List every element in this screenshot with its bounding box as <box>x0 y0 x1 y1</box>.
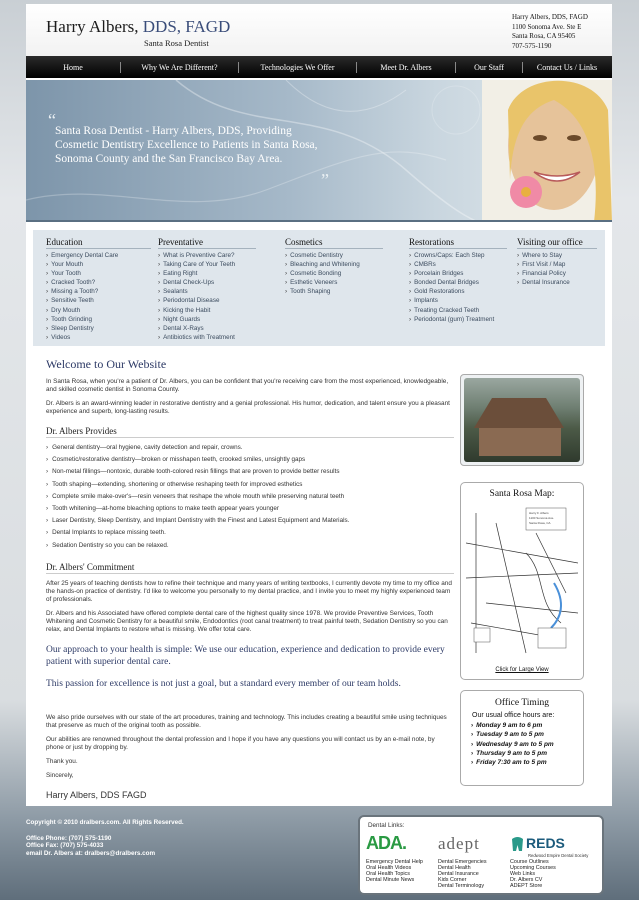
page-container <box>26 4 612 806</box>
hours-intro: Our usual office hours are: <box>472 712 555 719</box>
category-title: Education <box>46 237 151 249</box>
category-title: Preventative <box>158 237 256 249</box>
address-line: Santa Rosa, CA 95405 <box>512 32 576 40</box>
category-visiting-office <box>517 237 597 287</box>
category-link[interactable]: › Missing a Tooth? <box>46 287 151 296</box>
footer-info <box>26 819 266 857</box>
category-link[interactable]: › Periodontal (gum) Treatment <box>409 315 507 324</box>
category-restorations <box>409 237 507 324</box>
hours-title: Office Timing <box>495 698 549 708</box>
address-phone: 707-575-1190 <box>512 41 552 50</box>
office-building-image <box>464 378 580 462</box>
category-link[interactable]: › CMBRs <box>409 260 507 269</box>
category-link[interactable]: › Crowns/Caps: Each Step <box>409 251 507 260</box>
category-education <box>46 237 151 342</box>
category-link[interactable]: › Dental Insurance <box>517 278 597 287</box>
commitment-heading: Dr. Albers' Commitment <box>46 562 454 574</box>
category-link[interactable]: › Taking Care of Your Teeth <box>158 260 256 269</box>
list-item: › Cosmetic/restorative dentistry—broken or misshapen teeth, crooked smiles, unsightly gaps <box>46 454 454 466</box>
hours-item: › Thursday 9 am to 5 pm <box>471 749 583 758</box>
category-link[interactable]: › Dental X-Rays <box>158 324 256 333</box>
category-link[interactable]: › Bleaching and Whitening <box>285 260 383 269</box>
office-phone: Office Phone: (707) 575-1190 <box>26 834 112 842</box>
hero-banner <box>26 80 612 222</box>
category-link[interactable]: › Antibiotics with Treatment <box>158 333 256 342</box>
passion-lead: This passion for excellence is not just a goal, but a standard every member of our team holds. <box>46 678 401 689</box>
category-link[interactable]: › Kicking the Habit <box>158 306 256 315</box>
smiling-woman-photo <box>482 80 612 222</box>
nav-our-staff[interactable]: Our Staff <box>474 62 504 72</box>
category-link[interactable]: › Sensitive Teeth <box>46 296 151 305</box>
svg-text:1100 Sonoma Ave.: 1100 Sonoma Ave. <box>529 516 555 520</box>
reds-link[interactable]: Web Links <box>510 871 536 877</box>
list-item: › Sedation Dentistry so you can be relaxed. <box>46 540 454 552</box>
ada-link[interactable]: Oral Health Topics <box>366 871 410 877</box>
adept-link[interactable]: Dental Health <box>438 865 471 871</box>
dental-links-label: Dental Links: <box>368 822 405 829</box>
category-link[interactable]: › Cosmetic Bonding <box>285 269 383 278</box>
list-item: › Laser Dentistry, Sleep Dentistry, and Implant Dentistry with the Finest and Latest Equipment and Materials. <box>46 515 454 527</box>
hours-item: › Wednesday 9 am to 5 pm <box>471 740 583 749</box>
adept-link[interactable]: Dental Terminology <box>438 883 485 889</box>
email-link[interactable]: email Dr. Albers at: dralbers@dralbers.com <box>26 849 156 857</box>
list-item: › Tooth whitening—at-home bleaching options to make teeth appear years younger <box>46 503 454 515</box>
nav-home[interactable]: Home <box>63 62 83 72</box>
commitment-paragraph: After 25 years of teaching dentists how to refine their technique and many years of writing textbooks, I currently devote my time to my office and the hands-on practice of dentistry. I'd like to welcome you personally to my dental practice, and I invite you to meet my highly experienced team of professionals. <box>46 579 452 603</box>
address-line: Harry Albers, DDS, FAGD <box>512 13 588 21</box>
main-content <box>46 354 454 800</box>
category-cosmetics <box>285 237 383 296</box>
reds-link[interactable]: Dr. Albers CV <box>510 877 543 883</box>
list-item: › Tooth shaping—extending, shortening or otherwise reshaping teeth for improved esthetics <box>46 479 454 491</box>
category-title: Cosmetics <box>285 237 383 249</box>
page-title: Welcome to Our Website <box>46 357 167 371</box>
reds-link[interactable]: Upcoming Courses <box>510 865 556 871</box>
copyright-text: Copyright © 2010 dralbers.com. All Rights Reserved. <box>26 819 184 826</box>
close-quote-mark: ” <box>321 170 329 190</box>
map-title: Santa Rosa Map: <box>489 489 555 499</box>
main-nav <box>26 56 612 78</box>
category-link[interactable]: › Porcelain Bridges <box>409 269 507 278</box>
category-link[interactable]: › First Visit / Map <box>517 260 597 269</box>
adept-link[interactable]: Dental Emergencies <box>438 859 487 865</box>
category-link[interactable]: › What is Preventive Care? <box>158 251 256 260</box>
list-item: › Dental Implants to replace missing teeth. <box>46 527 454 539</box>
category-link[interactable]: › Periodontal Disease <box>158 296 256 305</box>
category-link[interactable]: › Where to Stay <box>517 251 597 260</box>
svg-text:Santa Rosa, CA: Santa Rosa, CA <box>529 521 551 525</box>
category-link[interactable]: › Implants <box>409 296 507 305</box>
reds-tooth-icon <box>510 836 525 852</box>
category-link[interactable]: › Gold Restorations <box>409 287 507 296</box>
address-line: 1100 Sonoma Ave. Ste E <box>512 22 582 31</box>
category-link[interactable]: › Bonded Dental Bridges <box>409 278 507 287</box>
office-hours-widget <box>460 690 584 786</box>
adept-link[interactable]: Dental Insurance <box>438 871 479 877</box>
list-item: › Complete smile make-over's—resin veneers that reshape the whole mouth while preserving natural teeth <box>46 491 454 503</box>
category-link[interactable]: › Cosmetic Dentistry <box>285 251 383 260</box>
category-link[interactable]: › Night Guards <box>158 315 256 324</box>
street-map-image[interactable] <box>466 503 578 663</box>
open-quote-mark: “ <box>48 110 56 130</box>
category-title: Visiting our office <box>517 237 597 249</box>
hours-list <box>471 721 583 767</box>
hero-bottom-border <box>26 220 612 222</box>
commitment-paragraph: Dr. Albers and his Associated have offered complete dental care of the highest quality since 1978. We provide Preventive Services, Tooth Whitening and Cosmetic Dentistry for a beautiful smile, Endodontics (root canal treatment) to treat painful teeth, Sedation Dentistry so you can relax, and Dental Implants to restore what is missing. We offer total care. <box>46 609 448 633</box>
list-item: › General dentistry—oral hygiene, cavity detection and repair, crowns. <box>46 442 454 454</box>
ada-link[interactable]: Oral Health Videos <box>366 865 412 871</box>
reds-logo[interactable]: REDS <box>526 835 565 851</box>
category-link[interactable]: › Sealants <box>158 287 256 296</box>
header-address <box>512 13 602 51</box>
hours-item: › Friday 7:30 am to 5 pm <box>471 758 583 767</box>
category-link[interactable]: › Tooth Grinding <box>46 315 151 324</box>
hours-item: › Monday 9 am to 6 pm <box>471 721 583 730</box>
category-link[interactable]: › Esthetic Veneers <box>285 278 383 287</box>
category-link[interactable]: › Emergency Dental Care <box>46 251 151 260</box>
category-link[interactable]: › Your Mouth <box>46 260 151 269</box>
site-logo[interactable] <box>46 17 230 37</box>
category-link[interactable]: › Treating Cracked Teeth <box>409 306 507 315</box>
sincerely-text: Sincerely, <box>46 771 74 779</box>
provides-list <box>46 442 454 552</box>
reds-links <box>510 859 556 889</box>
list-item: › Non-metal fillings—nontoxic, durable tooth-colored resin fillings that are proven to provide better results <box>46 466 454 478</box>
adept-logo[interactable]: adept <box>438 834 480 853</box>
ada-link[interactable]: Emergency Dental Help <box>366 859 423 865</box>
category-link[interactable]: › Sleep Dentistry <box>46 324 151 333</box>
nav-why-different[interactable]: Why We Are Different? <box>141 62 218 72</box>
closing-paragraph: We also pride ourselves with our state of the art procedures, training and technology. This includes creating a beautiful smile using techniques that preserve as much of the original tooth as possible. <box>46 713 447 729</box>
closing-paragraph: Our abilities are renowned throughout the dental profession and I hope if you have any questions you will contact us by an e-mail note, by phone or just by dropping by. <box>46 735 435 751</box>
nav-contact-links[interactable]: Contact Us / Links <box>536 62 598 72</box>
site-header <box>26 4 612 56</box>
category-title: Restorations <box>409 237 507 249</box>
logo-subtitle: Santa Rosa Dentist <box>144 38 209 48</box>
thanks-text: Thank you. <box>46 757 78 765</box>
category-link[interactable]: › Dental Check-Ups <box>158 278 256 287</box>
category-preventative <box>158 237 256 342</box>
logo-creds-text: DDS, FAGD <box>142 17 231 36</box>
category-menu <box>33 230 605 346</box>
reds-link[interactable]: ADEPT Store <box>510 883 543 889</box>
intro-paragraph: Dr. Albers is an award-winning leader in restorative dentistry and a genial professional. His humor, dedication, and talent ensure you a pleasant experience and superb, long-lasting results. <box>46 400 450 415</box>
office-photo <box>460 374 584 466</box>
reds-link[interactable]: Course Outlines <box>510 859 549 865</box>
provides-heading: Dr. Albers Provides <box>46 426 454 438</box>
wall-shape <box>479 428 561 456</box>
nav-technologies[interactable]: Technologies We Offer <box>260 62 335 72</box>
adept-link[interactable]: Kids Corner <box>438 877 467 883</box>
approach-lead: Our approach to your health is simple: We use our education, experience and dedication to provide every patient with superior dental care. <box>46 644 445 667</box>
reds-subtitle: Redwood Empire Dental Society <box>528 853 589 858</box>
map-widget <box>460 482 584 680</box>
category-link[interactable]: › Financial Policy <box>517 269 597 278</box>
logo-name-text: Harry Albers, <box>46 17 139 36</box>
category-link[interactable]: › Dry Mouth <box>46 306 151 315</box>
intro-paragraph: In Santa Rosa, when you're a patient of Dr. Albers, you can be confident that you're receiving care from the most experienced, knowledgeable, and skilled cosmetic dentist in Sonoma County. <box>46 378 449 393</box>
category-link[interactable]: › Videos <box>46 333 151 342</box>
ada-link[interactable]: Dental Minute News <box>366 877 415 883</box>
dental-links-box <box>358 815 604 895</box>
roof-shape <box>474 398 564 428</box>
category-link[interactable]: › Tooth Shaping <box>285 287 383 296</box>
hours-item: › Tuesday 9 am to 5 pm <box>471 730 583 739</box>
adept-links <box>438 859 487 889</box>
nav-meet-dr-albers[interactable]: Meet Dr. Albers <box>380 62 432 72</box>
category-link[interactable]: › Eating Right <box>158 269 256 278</box>
office-fax: Office Fax: (707) 575-4033 <box>26 842 104 850</box>
category-link[interactable]: › Cracked Tooth? <box>46 278 151 287</box>
category-link[interactable]: › Your Tooth <box>46 269 151 278</box>
hero-tagline: Santa Rosa Dentist - Harry Albers, DDS, Providing Cosmetic Dentistry Excellence to Patients in Santa Rosa, Sonoma County and the San Francisco Bay Area. <box>55 125 318 165</box>
ada-links <box>366 859 423 883</box>
signature: Harry Albers, DDS FAGD <box>46 789 147 800</box>
map-large-view-link[interactable]: Click for Large View <box>495 667 549 673</box>
ada-logo[interactable]: ADA. <box>366 833 406 853</box>
svg-text:Harry F. Albers: Harry F. Albers <box>529 511 549 515</box>
